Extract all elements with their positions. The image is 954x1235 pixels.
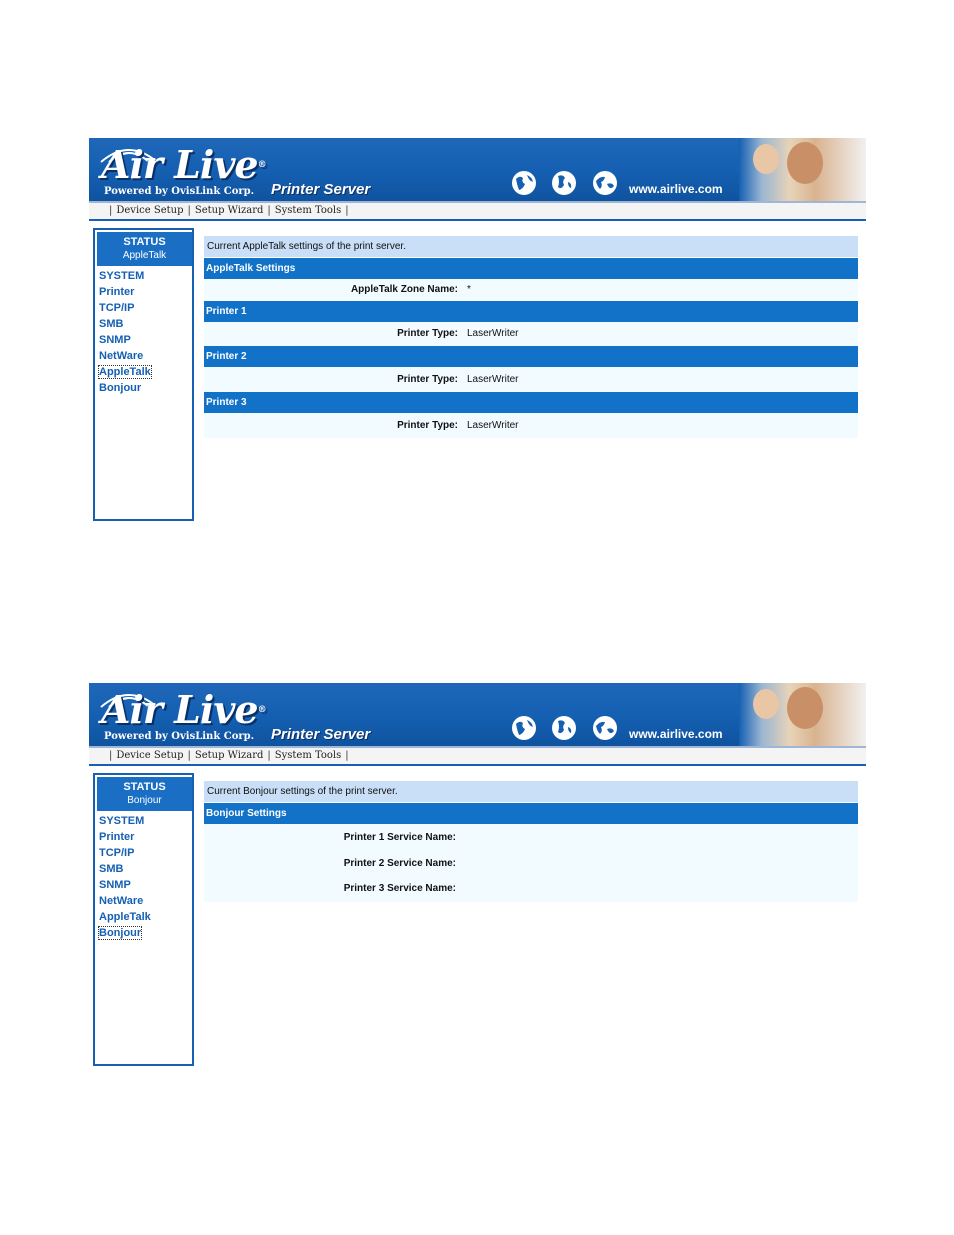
zone-name-value: * bbox=[467, 284, 471, 295]
sidebar-item-bonjour[interactable]: Bonjour bbox=[99, 927, 142, 939]
status-sidebar bbox=[93, 773, 194, 1066]
status-header: STATUS AppleTalk bbox=[97, 232, 192, 266]
airlive-logo: Air Live® bbox=[101, 142, 266, 187]
powered-by-text: Powered by OvisLink Corp. bbox=[104, 731, 255, 742]
section-bonjour-settings: Bonjour Settings bbox=[204, 803, 858, 824]
product-name: Printer Server bbox=[271, 726, 371, 743]
printer-2-service-name-label: Printer 2 Service Name: bbox=[343, 858, 456, 869]
sidebar-item-system[interactable]: SYSTEM bbox=[99, 270, 145, 282]
sidebar-item-netware[interactable]: NetWare bbox=[99, 895, 144, 907]
sidebar-item-netware[interactable]: NetWare bbox=[99, 350, 144, 362]
sidebar-item-snmp[interactable]: SNMP bbox=[99, 879, 131, 891]
printer-3-type-row bbox=[204, 413, 858, 438]
menu-setup-wizard[interactable]: Setup Wizard bbox=[194, 750, 264, 761]
service-name-row-3 bbox=[204, 876, 858, 902]
globe-icon bbox=[511, 715, 537, 741]
sidebar-item-tcpip[interactable]: TCP/IP bbox=[99, 847, 135, 859]
zone-name-label: AppleTalk Zone Name: bbox=[350, 284, 458, 295]
sidebar-item-appletalk[interactable]: AppleTalk bbox=[99, 366, 151, 378]
sidebar-item-smb[interactable]: SMB bbox=[99, 318, 124, 330]
globe-icon bbox=[592, 170, 618, 196]
status-nav bbox=[99, 268, 151, 396]
sidebar-item-smb[interactable]: SMB bbox=[99, 863, 124, 875]
menu-system-tools[interactable]: System Tools bbox=[274, 205, 342, 216]
service-name-row-2 bbox=[204, 850, 858, 876]
banner-photo bbox=[739, 683, 866, 746]
bonjour-status-screenshot bbox=[89, 683, 866, 1069]
section-printer-2: Printer 2 bbox=[204, 346, 858, 367]
powered-by-text: Powered by OvisLink Corp. bbox=[104, 186, 255, 197]
airlive-logo: Air Live® bbox=[101, 687, 266, 732]
sidebar-item-bonjour[interactable]: Bonjour bbox=[99, 382, 142, 394]
section-printer-3: Printer 3 bbox=[204, 392, 858, 413]
sidebar-item-printer[interactable]: Printer bbox=[99, 831, 135, 843]
printer-type-value: LaserWriter bbox=[467, 328, 519, 339]
appletalk-settings-panel bbox=[204, 236, 858, 438]
printer-type-value: LaserWriter bbox=[467, 420, 519, 431]
printer-3-service-name-label: Printer 3 Service Name: bbox=[343, 883, 456, 894]
menu-setup-wizard[interactable]: Setup Wizard bbox=[194, 205, 264, 216]
printer-1-service-name-label: Printer 1 Service Name: bbox=[343, 832, 456, 843]
status-sidebar bbox=[93, 228, 194, 521]
service-name-row-1 bbox=[204, 824, 858, 850]
product-name: Printer Server bbox=[271, 181, 371, 198]
banner-photo bbox=[739, 138, 866, 201]
section-printer-1: Printer 1 bbox=[204, 301, 858, 322]
status-nav bbox=[99, 813, 151, 941]
status-header: STATUS Bonjour bbox=[97, 777, 192, 811]
sidebar-item-appletalk[interactable]: AppleTalk bbox=[99, 911, 151, 923]
zone-name-row bbox=[204, 279, 858, 301]
globe-icon bbox=[592, 715, 618, 741]
menu-device-setup[interactable]: Device Setup bbox=[116, 205, 184, 216]
globe-icon bbox=[551, 715, 577, 741]
section-appletalk-settings: AppleTalk Settings bbox=[204, 258, 858, 279]
bonjour-settings-panel bbox=[204, 781, 858, 902]
info-text: Current Bonjour settings of the print server. bbox=[204, 781, 858, 802]
globe-icon bbox=[511, 170, 537, 196]
printer-type-label: Printer Type: bbox=[397, 420, 458, 431]
appletalk-status-screenshot bbox=[89, 138, 866, 524]
top-menu-bar: | Device Setup | Setup Wizard | System Tools | bbox=[89, 746, 866, 766]
website-url: www.airlive.com bbox=[629, 182, 723, 196]
top-menu-bar: | Device Setup | Setup Wizard | System Tools | bbox=[89, 201, 866, 221]
menu-system-tools[interactable]: System Tools bbox=[274, 750, 342, 761]
printer-type-value: LaserWriter bbox=[467, 374, 519, 385]
info-text: Current AppleTalk settings of the print server. bbox=[204, 236, 858, 257]
sidebar-item-printer[interactable]: Printer bbox=[99, 286, 135, 298]
sidebar-item-tcpip[interactable]: TCP/IP bbox=[99, 302, 135, 314]
printer-2-type-row bbox=[204, 367, 858, 392]
menu-device-setup[interactable]: Device Setup bbox=[116, 750, 184, 761]
printer-1-type-row bbox=[204, 322, 858, 346]
printer-type-label: Printer Type: bbox=[397, 328, 458, 339]
sidebar-item-system[interactable]: SYSTEM bbox=[99, 815, 145, 827]
printer-type-label: Printer Type: bbox=[397, 374, 458, 385]
sidebar-item-snmp[interactable]: SNMP bbox=[99, 334, 131, 346]
globe-icon bbox=[551, 170, 577, 196]
header-banner bbox=[89, 683, 866, 746]
header-banner bbox=[89, 138, 866, 201]
website-url: www.airlive.com bbox=[629, 727, 723, 741]
